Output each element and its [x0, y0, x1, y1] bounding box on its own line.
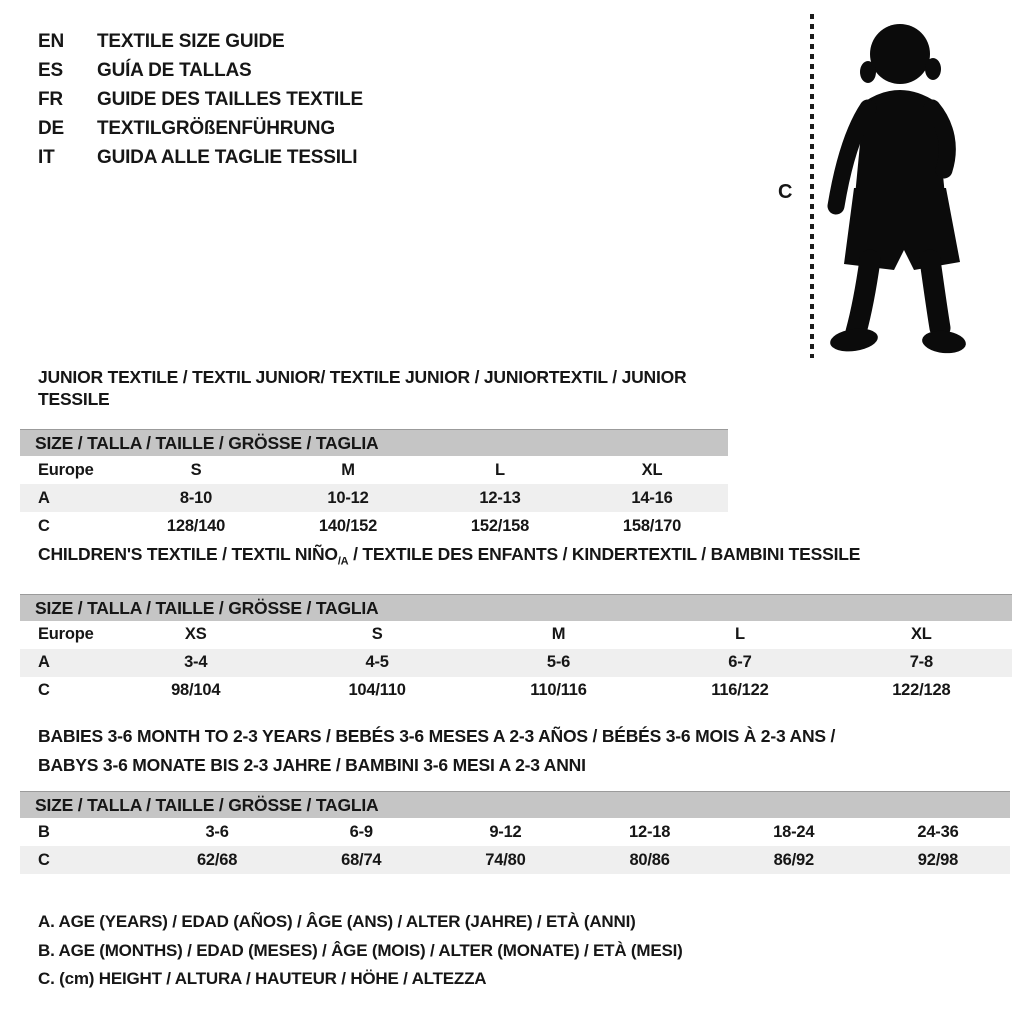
- language-row: [38, 143, 363, 172]
- language-row: [38, 56, 363, 85]
- size-cell: 128/140: [166, 516, 226, 535]
- size-header-bar: SIZE / TALLA / TAILLE / GRÖSSE / TAGLIA: [20, 594, 1012, 621]
- size-cell: 62/68: [196, 850, 238, 869]
- section-babies-textile: [20, 722, 1010, 874]
- section-junior-textile: [20, 366, 728, 540]
- title-text: BABYS 3-6 MONATE BIS 2-3 JAHRE / BAMBINI 3-6 MESI A 2-3 ANNI: [38, 755, 586, 775]
- legend: [38, 908, 683, 994]
- size-cell: M: [551, 625, 566, 643]
- row-label: C: [38, 681, 50, 699]
- size-table: [20, 818, 1010, 874]
- language-code: DE: [38, 117, 64, 139]
- size-cell: 152/158: [470, 516, 530, 535]
- size-cell: 140/152: [318, 516, 378, 535]
- language-row: [38, 27, 363, 56]
- size-cell: 9-12: [489, 822, 522, 841]
- size-cell: 74/80: [485, 850, 526, 869]
- row-label: A: [38, 488, 50, 507]
- size-cell: 7-8: [909, 653, 933, 671]
- size-table: [20, 621, 1012, 705]
- guide-title: GUIDE DES TAILLES TEXTILE: [97, 88, 363, 110]
- row-label: C: [38, 850, 50, 869]
- section-title: [20, 722, 1010, 780]
- size-cell: L: [734, 625, 745, 643]
- size-cell: 86/92: [773, 850, 814, 869]
- language-code: EN: [38, 30, 64, 52]
- table-row: [20, 818, 1010, 846]
- language-title-list: [38, 27, 363, 172]
- size-cell: XS: [184, 625, 207, 643]
- guide-title: TEXTILGRÖßENFÜHRUNG: [97, 117, 335, 139]
- size-cell: XL: [910, 625, 932, 643]
- language-code: ES: [38, 59, 63, 81]
- size-cell: 4-5: [365, 653, 389, 671]
- table-row: [20, 649, 1012, 677]
- size-cell: 98/104: [171, 681, 221, 699]
- size-cell: 80/86: [629, 850, 670, 869]
- size-cell: S: [190, 460, 202, 479]
- size-cell: 18-24: [773, 822, 815, 841]
- size-cell: 122/128: [892, 681, 951, 699]
- row-label: A: [38, 653, 50, 671]
- size-cell: 3-6: [205, 822, 229, 841]
- table-row: [20, 484, 728, 512]
- size-cell: 158/170: [622, 516, 682, 535]
- title-text: JUNIOR TEXTILE / TEXTIL JUNIOR/ TEXTILE JUNIOR / JUNIORTEXTIL / JUNIOR TESSILE: [38, 367, 687, 409]
- language-code: IT: [38, 146, 55, 168]
- size-table: [20, 456, 728, 540]
- section-title: [20, 366, 728, 410]
- toddler-silhouette-image: [818, 10, 970, 358]
- language-code: FR: [38, 88, 63, 110]
- row-label: Europe: [38, 625, 94, 643]
- size-cell: 104/110: [348, 681, 406, 699]
- legend-line-b: B. AGE (MONTHS) / EDAD (MESES) / ÂGE (MOIS) / ALTER (MONATE) / ETÀ (MESI): [38, 940, 683, 960]
- guide-title: TEXTILE SIZE GUIDE: [97, 30, 285, 52]
- size-cell: L: [495, 460, 505, 479]
- size-cell: 116/122: [711, 681, 769, 699]
- table-row: [20, 512, 728, 540]
- height-measure-label: C: [778, 181, 793, 203]
- title-text: CHILDREN'S TEXTILE / TEXTIL NIÑO: [38, 544, 338, 564]
- guide-title: GUÍA DE TALLAS: [97, 59, 252, 81]
- section-children-textile: [20, 543, 1012, 705]
- size-header-bar: SIZE / TALLA / TAILLE / GRÖSSE / TAGLIA: [20, 791, 1010, 818]
- row-label: B: [38, 822, 50, 841]
- legend-line-c: C. (cm) HEIGHT / ALTURA / HAUTEUR / HÖHE / ALTEZZA: [38, 969, 487, 988]
- size-cell: 68/74: [341, 850, 382, 869]
- size-cell: 92/98: [917, 850, 959, 869]
- title-text: / TEXTILE DES ENFANTS / KINDERTEXTIL / BAMBINI TESSILE: [348, 544, 861, 564]
- table-row: [20, 456, 728, 484]
- size-cell: 8-10: [179, 488, 213, 507]
- section-title: [20, 543, 1012, 573]
- size-cell: 12-13: [479, 488, 521, 507]
- row-label: C: [38, 516, 50, 535]
- size-cell: XL: [641, 460, 663, 479]
- table-row: [20, 846, 1010, 874]
- table-row: [20, 677, 1012, 705]
- title-text: BABIES 3-6 MONTH TO 2-3 YEARS / BEBÉS 3-6 MESES A 2-3 AÑOS / BÉBÉS 3-6 MOIS À 2-3 ANS /: [38, 726, 836, 746]
- size-cell: S: [371, 625, 383, 643]
- size-cell: 5-6: [546, 653, 571, 671]
- guide-title: GUIDA ALLE TAGLIE TESSILI: [97, 146, 358, 168]
- size-cell: 12-18: [629, 822, 671, 841]
- table-row: [20, 621, 1012, 649]
- size-cell: 24-36: [917, 822, 959, 841]
- height-measure-dotted-line: [810, 14, 814, 358]
- legend-line-a: A. AGE (YEARS) / EDAD (AÑOS) / ÂGE (ANS) / ALTER (JAHRE) / ETÀ (ANNI): [38, 912, 636, 931]
- row-label: Europe: [38, 460, 94, 479]
- size-cell: M: [341, 460, 355, 479]
- size-header-bar: SIZE / TALLA / TAILLE / GRÖSSE / TAGLIA: [20, 429, 728, 456]
- size-cell: 10-12: [327, 488, 369, 507]
- size-cell: 6-9: [349, 822, 373, 841]
- size-cell: 3-4: [184, 653, 208, 671]
- size-cell: 14-16: [631, 488, 673, 507]
- title-subscript: /A: [337, 555, 349, 568]
- language-row: [38, 85, 363, 114]
- size-cell: 110/116: [530, 681, 587, 699]
- size-cell: 6-7: [728, 653, 752, 671]
- language-row: [38, 114, 363, 143]
